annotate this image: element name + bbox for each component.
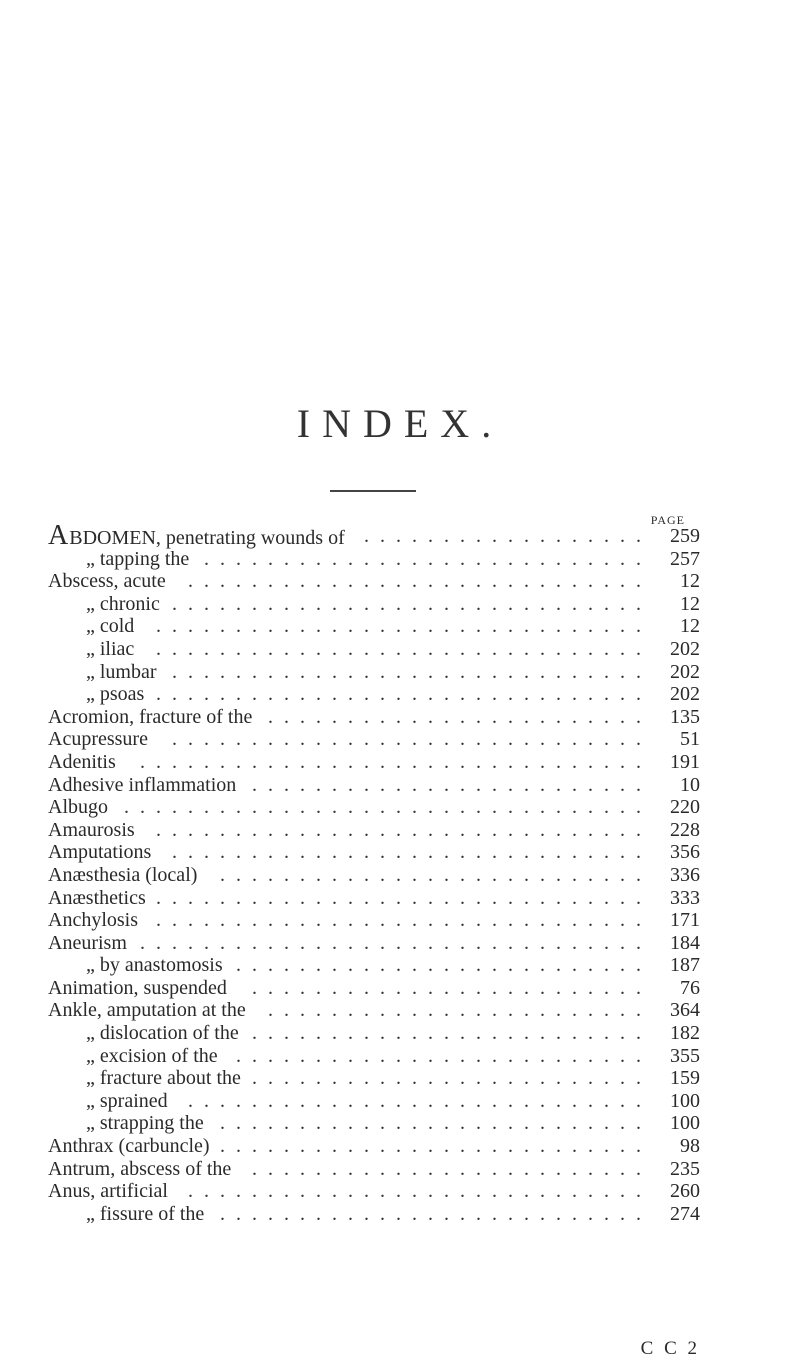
index-entry bbox=[48, 1067, 700, 1090]
index-entry-term bbox=[48, 999, 246, 1022]
index-entry bbox=[48, 954, 700, 977]
index-entry-text: „ sprained bbox=[86, 1089, 168, 1112]
index-entry bbox=[48, 1158, 700, 1181]
index-entry-term bbox=[86, 1045, 218, 1068]
index-entry-text: Adhesive inflammation bbox=[48, 773, 237, 796]
index-entry-term bbox=[86, 638, 134, 661]
index-entry-term bbox=[48, 887, 146, 910]
index-entry-page: 51 bbox=[680, 728, 700, 751]
index-entry-term bbox=[86, 615, 134, 638]
index-entry-page: 202 bbox=[670, 660, 700, 683]
index-entry-term bbox=[48, 1135, 210, 1158]
index-entry bbox=[48, 706, 700, 729]
title-rule bbox=[330, 490, 416, 492]
index-entry-text: Acromion, fracture of the bbox=[48, 705, 253, 728]
index-entry-text: „ fracture about the bbox=[86, 1067, 241, 1090]
dot-leader: ............................. bbox=[188, 1180, 652, 1203]
index-entry bbox=[48, 864, 700, 887]
dot-leader: ........................ bbox=[268, 705, 652, 728]
index-entry-page: 333 bbox=[670, 886, 700, 909]
index-entry-text: „ iliac bbox=[86, 637, 135, 660]
index-entry-text: „ lumbar bbox=[86, 660, 157, 683]
index-entry-text: Aneurism bbox=[48, 931, 127, 954]
index-entry bbox=[48, 593, 700, 616]
dot-leader: ............................... bbox=[156, 615, 652, 638]
index-entry-page: 257 bbox=[670, 547, 700, 570]
dot-leader: ............................... bbox=[156, 909, 652, 932]
index-entry-page: 76 bbox=[680, 976, 700, 999]
index-entry bbox=[48, 751, 700, 774]
index-entry bbox=[48, 1203, 700, 1226]
index-entry-text: Anæsthesia (local) bbox=[48, 863, 198, 886]
dot-leader: ............................... bbox=[156, 818, 652, 841]
index-entry-page: 220 bbox=[670, 796, 700, 819]
index-entry-term bbox=[48, 520, 345, 551]
index-entry-text: Adenitis bbox=[48, 750, 116, 773]
index-entry-page: 187 bbox=[670, 954, 700, 977]
dot-leader: ................................ bbox=[140, 931, 652, 954]
index-entry-term bbox=[48, 909, 138, 932]
index-entry-page: 355 bbox=[670, 1044, 700, 1067]
index-entry-text: Antrum, abscess of the bbox=[48, 1157, 232, 1180]
index-entry-term bbox=[48, 819, 135, 842]
index-entry-term bbox=[86, 1090, 168, 1113]
index-entry-page: 191 bbox=[670, 750, 700, 773]
dot-leader: ........................ bbox=[268, 999, 652, 1022]
index-entry bbox=[48, 977, 700, 1000]
index-entry-term bbox=[48, 728, 148, 751]
index-entry-page: 202 bbox=[670, 637, 700, 660]
index-entry bbox=[48, 841, 700, 864]
index-entry-term bbox=[86, 1112, 204, 1135]
index-entry-page: 10 bbox=[680, 773, 700, 796]
index-entry-text: Anus, artificial bbox=[48, 1180, 168, 1203]
dot-leader: ......................... bbox=[252, 1067, 652, 1090]
index-entry-term bbox=[48, 751, 116, 774]
index-entry bbox=[48, 999, 700, 1022]
index-entry-text: „ dislocation of the bbox=[86, 1022, 239, 1045]
index-entry-text: Abscess, acute bbox=[48, 570, 166, 593]
index-entry bbox=[48, 570, 700, 593]
dot-leader: ........................... bbox=[220, 1135, 652, 1158]
index-entry bbox=[48, 661, 700, 684]
index-entry-text: Anchylosis bbox=[48, 909, 138, 932]
index-entry-term bbox=[48, 841, 151, 864]
index-entry bbox=[48, 1112, 700, 1135]
dot-leader: ......................... bbox=[252, 1157, 652, 1180]
index-entry bbox=[48, 774, 700, 797]
index-entry bbox=[48, 1022, 700, 1045]
index-entry-text: „ by anastomosis bbox=[86, 954, 223, 977]
index-entry-text: „ excision of the bbox=[86, 1044, 218, 1067]
index-entry-page: 228 bbox=[670, 818, 700, 841]
index-entry-text: Amputations bbox=[48, 841, 152, 864]
dot-leader: ............................. bbox=[188, 570, 652, 593]
index-entry bbox=[48, 615, 700, 638]
dot-leader: ......................... bbox=[252, 773, 652, 796]
dot-leader: ................................. bbox=[124, 796, 652, 819]
index-entry-page: 159 bbox=[670, 1067, 700, 1090]
index-entry-page: 356 bbox=[670, 841, 700, 864]
index-entry-term bbox=[86, 593, 160, 616]
dot-leader: ............................. bbox=[188, 1089, 652, 1112]
index-entry-term bbox=[86, 683, 144, 706]
index-entry-term bbox=[48, 1180, 168, 1203]
index-entry-text: Ankle, amputation at the bbox=[48, 999, 246, 1022]
dot-leader: .............................. bbox=[172, 592, 652, 615]
index-entry-page: 135 bbox=[670, 705, 700, 728]
index-entry-text: „ chronic bbox=[86, 592, 160, 615]
index-entry-term bbox=[48, 1158, 231, 1181]
index-entry-term bbox=[86, 954, 223, 977]
page-column-label: PAGE bbox=[650, 513, 685, 527]
index-entry bbox=[48, 638, 700, 661]
page-title: INDEX. bbox=[296, 401, 504, 446]
dot-leader: ........................... bbox=[220, 1112, 652, 1135]
index-entry-term bbox=[86, 548, 189, 571]
index-entry-page: 336 bbox=[670, 863, 700, 886]
index-entry-term bbox=[48, 796, 108, 819]
dot-leader: .............................. bbox=[172, 660, 652, 683]
index-entry-text: Anæsthetics bbox=[48, 886, 146, 909]
index-entry-page: 12 bbox=[680, 592, 700, 615]
index-entry-term bbox=[48, 977, 227, 1000]
index-entry-text: BDOMEN, penetrating wounds of bbox=[69, 527, 345, 549]
index-entry-term bbox=[48, 570, 166, 593]
index-entry bbox=[48, 1135, 700, 1158]
dot-leader: ............................... bbox=[156, 637, 652, 660]
index-entry-term bbox=[48, 774, 236, 797]
index-entry-page: 260 bbox=[670, 1180, 700, 1203]
index-entry-page: 100 bbox=[670, 1112, 700, 1135]
index-entry-page: 12 bbox=[680, 615, 700, 638]
dot-leader: ........................... bbox=[220, 863, 652, 886]
drop-cap-letter: A bbox=[48, 520, 69, 551]
index-entry-text: „ psoas bbox=[86, 683, 145, 706]
index-entry-page: 274 bbox=[670, 1202, 700, 1225]
dot-leader: .............................. bbox=[172, 728, 652, 751]
index-entry-term bbox=[86, 1203, 204, 1226]
index-entry-text: Acupressure bbox=[48, 728, 148, 751]
index-entry bbox=[48, 909, 700, 932]
dot-leader: .......................... bbox=[236, 1044, 652, 1067]
index-entry bbox=[48, 887, 700, 910]
index-entry-text: „ cold bbox=[86, 615, 135, 638]
index-entry-page: 171 bbox=[670, 909, 700, 932]
dot-leader: ............................... bbox=[156, 886, 652, 909]
index-entry-page: 364 bbox=[670, 999, 700, 1022]
dot-leader: ......................... bbox=[252, 1022, 652, 1045]
index-entry-term bbox=[48, 932, 127, 955]
index-entry-page: 12 bbox=[680, 570, 700, 593]
index-entry-text: Amaurosis bbox=[48, 818, 135, 841]
index-entry-term bbox=[86, 661, 157, 684]
index-entry bbox=[48, 796, 700, 819]
dot-leader: ......................... bbox=[252, 976, 652, 999]
dot-leader: ............................ bbox=[204, 547, 652, 570]
dot-leader: ............................... bbox=[156, 683, 652, 706]
index-entry bbox=[48, 1180, 700, 1203]
index-entry bbox=[48, 548, 700, 571]
index-entry-term bbox=[48, 864, 197, 887]
index-entry-text: Albugo bbox=[48, 796, 108, 819]
signature-mark: C C 2 bbox=[640, 1338, 700, 1359]
dot-leader: ........................... bbox=[220, 1202, 652, 1225]
dot-leader: .......................... bbox=[236, 954, 652, 977]
index-entry-page: 100 bbox=[670, 1089, 700, 1112]
index-entry bbox=[48, 728, 700, 751]
index-entry-page: 202 bbox=[670, 683, 700, 706]
index-entry-text: „ tapping the bbox=[86, 547, 190, 570]
dot-leader: .............................. bbox=[172, 841, 652, 864]
index-entry-page: 259 bbox=[670, 525, 700, 547]
index-entry bbox=[48, 932, 700, 955]
index-entry bbox=[48, 819, 700, 842]
index-entry bbox=[48, 683, 700, 706]
index-entry bbox=[48, 1045, 700, 1068]
dot-leader: ................................ bbox=[140, 750, 652, 773]
index-entry-page: 182 bbox=[670, 1022, 700, 1045]
index-entry-page: 184 bbox=[670, 931, 700, 954]
dot-leader: .................. bbox=[364, 525, 652, 547]
index-entry-text: „ fissure of the bbox=[86, 1202, 205, 1225]
index-entry-term bbox=[86, 1067, 241, 1090]
index-entry-term bbox=[48, 706, 252, 729]
index-entry-text: „ strapping the bbox=[86, 1112, 204, 1135]
index-entry-page: 98 bbox=[680, 1135, 700, 1158]
index-entry-text: Animation, suspended bbox=[48, 976, 227, 999]
index-entry-term bbox=[86, 1022, 239, 1045]
index-entry-page: 235 bbox=[670, 1157, 700, 1180]
index-entry bbox=[48, 1090, 700, 1113]
index-entry-text: Anthrax (carbuncle) bbox=[48, 1135, 210, 1158]
